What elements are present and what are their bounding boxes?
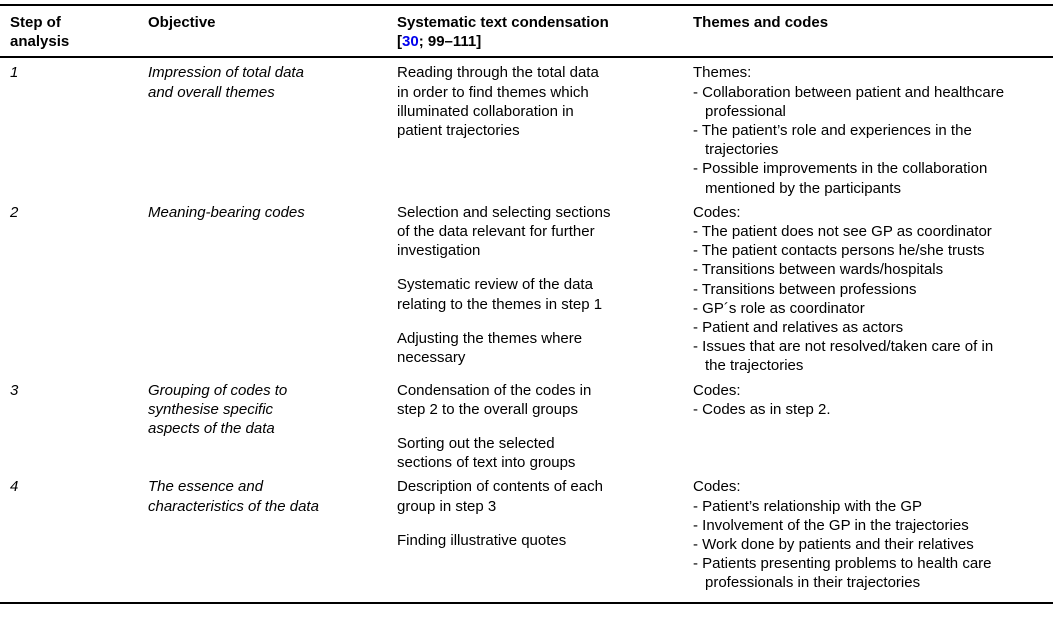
citation-bracket-open: [ <box>397 33 402 51</box>
table-row <box>0 198 1053 376</box>
code-item: - Involvement of the GP in the trajectories <box>693 516 969 534</box>
code-item: - Possible improvements in the collaboration mentioned by the participants <box>693 160 988 197</box>
condensation-paragraph: Reading through the total data in order to find themes which illuminated collaboration in patient trajectories <box>397 64 599 140</box>
code-item: - Patient and relatives as actors <box>693 319 904 337</box>
objective-cell <box>148 198 397 376</box>
code-item: - Work done by patients and their relatives <box>693 536 974 554</box>
column-header-condensation <box>397 5 693 57</box>
table-row <box>0 57 1053 197</box>
step-number: 2 <box>10 203 19 221</box>
condensation-cell <box>397 376 693 473</box>
citation-pages: ; 99–111] <box>418 33 482 51</box>
condensation-paragraph: Selection and selecting sections of the data relevant for further investigation <box>397 203 611 260</box>
condensation-paragraph: Finding illustrative quotes <box>397 531 567 549</box>
objective-text: Grouping of codes to synthesise specific aspects of the data <box>148 381 288 438</box>
codes-list <box>693 83 1011 198</box>
column-header-themes-and-codes <box>693 5 1053 57</box>
code-item: - The patient does not see GP as coordinator <box>693 223 992 241</box>
themes-codes-cell <box>693 472 1053 602</box>
step-cell <box>0 376 148 473</box>
table-row <box>0 376 1053 473</box>
step-cell <box>0 57 148 197</box>
codes-label: Themes: <box>693 64 752 82</box>
code-item: - Codes as in step 2. <box>693 400 831 418</box>
step-cell <box>0 198 148 376</box>
code-item: - Issues that are not resolved/taken care of in the trajectories <box>693 338 994 375</box>
condensation-cell <box>397 198 693 376</box>
objective-cell <box>148 376 397 473</box>
codes-label: Codes: <box>693 381 741 399</box>
code-item: - Patient’s relationship with the GP <box>693 497 923 515</box>
table-body <box>0 57 1053 602</box>
step-cell <box>0 472 148 602</box>
column-header-condensation-title: Systematic text condensation <box>397 14 609 31</box>
table-header-row <box>0 5 1053 57</box>
themes-codes-cell <box>693 57 1053 197</box>
condensation-paragraph: Condensation of the codes in step 2 to the overall groups <box>397 381 592 418</box>
objective-text: The essence and characteristics of the data <box>148 478 319 515</box>
themes-codes-cell <box>693 198 1053 376</box>
analysis-steps-table <box>0 4 1053 604</box>
codes-list <box>693 400 1011 419</box>
codes-list <box>693 497 1011 593</box>
condensation-paragraph: Sorting out the selected sections of text into groups <box>397 435 576 472</box>
column-header-objective <box>148 5 397 57</box>
objective-cell <box>148 57 397 197</box>
objective-text: Impression of total data and overall themes <box>148 64 304 101</box>
column-header-step-of-analysis <box>0 5 148 57</box>
codes-label: Codes: <box>693 203 741 221</box>
code-item: - Transitions between professions <box>693 280 917 298</box>
code-item: - Collaboration between patient and healthcare professional <box>693 83 1005 120</box>
code-item: - Patients presenting problems to health care professionals in their trajectories <box>693 555 992 592</box>
code-item: - The patient’s role and experiences in the trajectories <box>693 122 972 159</box>
step-number: 4 <box>10 478 19 496</box>
column-header-themes-label: Themes and codes <box>693 14 829 31</box>
objective-cell <box>148 472 397 602</box>
column-header-step-label: Step of analysis <box>10 14 70 51</box>
code-item: - GP´s role as coordinator <box>693 299 865 317</box>
step-number: 3 <box>10 381 19 399</box>
table-row <box>0 472 1053 602</box>
condensation-cell <box>397 472 693 602</box>
column-header-objective-label: Objective <box>148 14 216 31</box>
step-number: 1 <box>10 64 19 82</box>
codes-label: Codes: <box>693 478 741 496</box>
condensation-paragraph: Systematic review of the data relating to the themes in step 1 <box>397 276 603 313</box>
condensation-paragraph: Adjusting the themes where necessary <box>397 329 583 367</box>
objective-text: Meaning-bearing codes <box>148 203 305 221</box>
codes-list <box>693 222 1011 376</box>
reference-link[interactable]: 30 <box>402 33 419 51</box>
condensation-cell <box>397 57 693 197</box>
code-item: - Transitions between wards/hospitals <box>693 261 944 279</box>
themes-codes-cell <box>693 376 1053 473</box>
condensation-paragraph: Description of contents of each group in step 3 <box>397 478 603 515</box>
code-item: - The patient contacts persons he/she trusts <box>693 242 985 260</box>
